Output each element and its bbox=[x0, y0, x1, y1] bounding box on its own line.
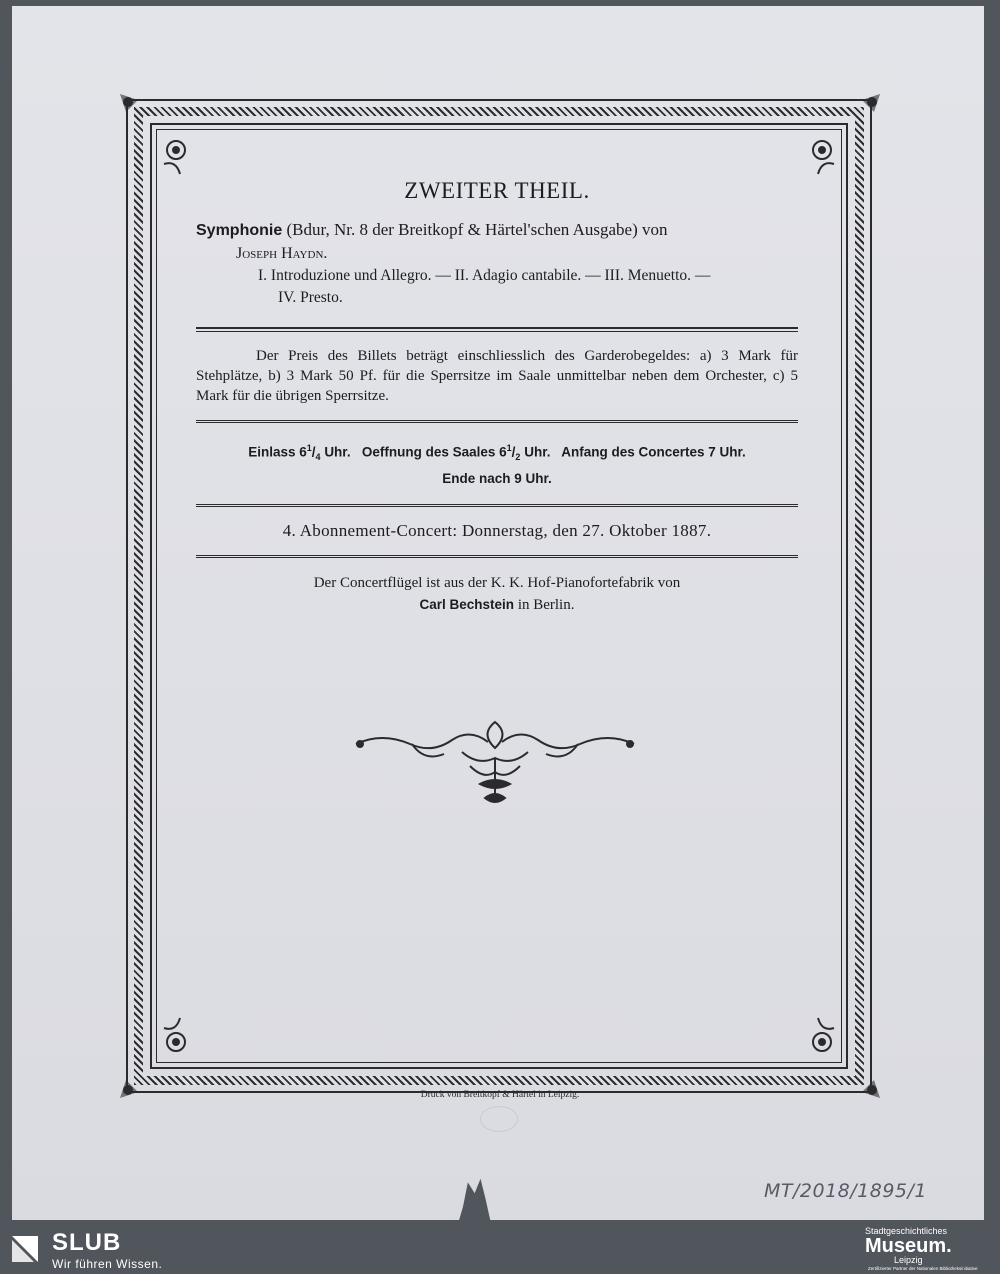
piano-city: in Berlin. bbox=[517, 597, 575, 614]
museum-city: Leipzig bbox=[894, 1255, 923, 1265]
piano-maker: Carl Bechstein bbox=[419, 597, 515, 613]
museum-name[interactable]: Museum. bbox=[865, 1235, 952, 1257]
printer-note: Druck von Breitkopf & Härtel in Leipzig. bbox=[420, 1090, 580, 1100]
einlass-label: Einlass 6 bbox=[248, 444, 307, 460]
inner-flourish-top-right bbox=[794, 134, 838, 178]
composer-name: Joseph Haydn. bbox=[236, 245, 328, 262]
piano-line-2 bbox=[196, 594, 798, 616]
symphony-label: Symphonie bbox=[196, 222, 283, 239]
next-concert-line: 4. Abonnement-Concert: Donnerstag, den 27. Oktober 1887. bbox=[282, 521, 712, 541]
einlass-fraction-den: 4 bbox=[315, 452, 321, 463]
part-heading: ZWEITER THEIL. bbox=[404, 178, 590, 203]
slub-name[interactable]: SLUB bbox=[52, 1229, 122, 1256]
museum-label-small: Stadtgeschichtliches bbox=[865, 1226, 948, 1236]
ticket-price-text: Der Preis des Billets beträgt einschliesslich des Garderobegeldes: a) 3 Mark für Stehplätze, b) 3 Mark 50 Pf. für die Sperrsitze im Saale unmittelbar neben dem Orchester, c) 5 Mark für die übrigen Sperrsitze. bbox=[196, 348, 798, 404]
movements-line-2: IV. Presto. bbox=[278, 289, 343, 306]
ende-text: Ende nach 9 Uhr. bbox=[442, 471, 552, 487]
inner-flourish-bottom-left bbox=[160, 1014, 204, 1058]
divider-2 bbox=[196, 504, 798, 507]
corner-ornament-top-right bbox=[838, 92, 882, 136]
einlass-unit: Uhr. bbox=[324, 444, 351, 460]
oeffnung-label: Oeffnung des Saales 6 bbox=[361, 444, 507, 460]
oeffnung-fraction-den: 2 bbox=[515, 452, 521, 463]
time-schedule bbox=[196, 437, 798, 490]
corner-ornament-top-left bbox=[118, 92, 162, 136]
movements-line-1: I. Introduzione und Allegro. — II. Adagio cantabile. — III. Menuetto. — bbox=[258, 267, 711, 284]
time-line-1: Einlass $6^1/_4$ Uhr. Oeffnung des Saales $6^1/_2$ Uhr. Anfang des Concertes 7 Uhr. bbox=[248, 443, 746, 463]
corner-ornament-bottom-left bbox=[118, 1056, 162, 1100]
slub-logo-icon[interactable] bbox=[10, 1234, 40, 1264]
einlass-fraction-num: 1 bbox=[306, 443, 312, 453]
divider-1 bbox=[196, 420, 798, 423]
symphony-line bbox=[196, 218, 798, 243]
piano-notice bbox=[196, 572, 798, 616]
museum-partner-note: Zertifizierter Partner der Nationalen Bibliotheksinitiative bbox=[868, 1266, 978, 1271]
vignette-ornament bbox=[352, 718, 638, 808]
inner-flourish-bottom-right bbox=[794, 1014, 838, 1058]
symphony-details: (Bdur, Nr. 8 der Breitkopf & Härtel'schen Ausgabe) von bbox=[286, 220, 668, 239]
oeffnung-unit: Uhr. bbox=[524, 444, 551, 460]
footer-bar bbox=[0, 1222, 1000, 1274]
slub-claim: Wir führen Wissen. bbox=[52, 1257, 163, 1271]
divider-3 bbox=[196, 555, 798, 558]
library-stamp bbox=[480, 1106, 518, 1132]
shelfmark-handwritten: MT/2018/1895/1 bbox=[764, 1180, 927, 1202]
movement-list bbox=[258, 265, 798, 309]
divider-double bbox=[196, 327, 798, 332]
oeffnung-fraction-num: 1 bbox=[506, 443, 512, 453]
document-content bbox=[196, 170, 798, 616]
piano-line-1: Der Concertflügel ist aus der K. K. Hof-Pianofortefabrik von bbox=[313, 575, 681, 592]
anfang-text: Anfang des Concertes 7 Uhr. bbox=[561, 444, 746, 460]
corner-ornament-bottom-right bbox=[838, 1056, 882, 1100]
